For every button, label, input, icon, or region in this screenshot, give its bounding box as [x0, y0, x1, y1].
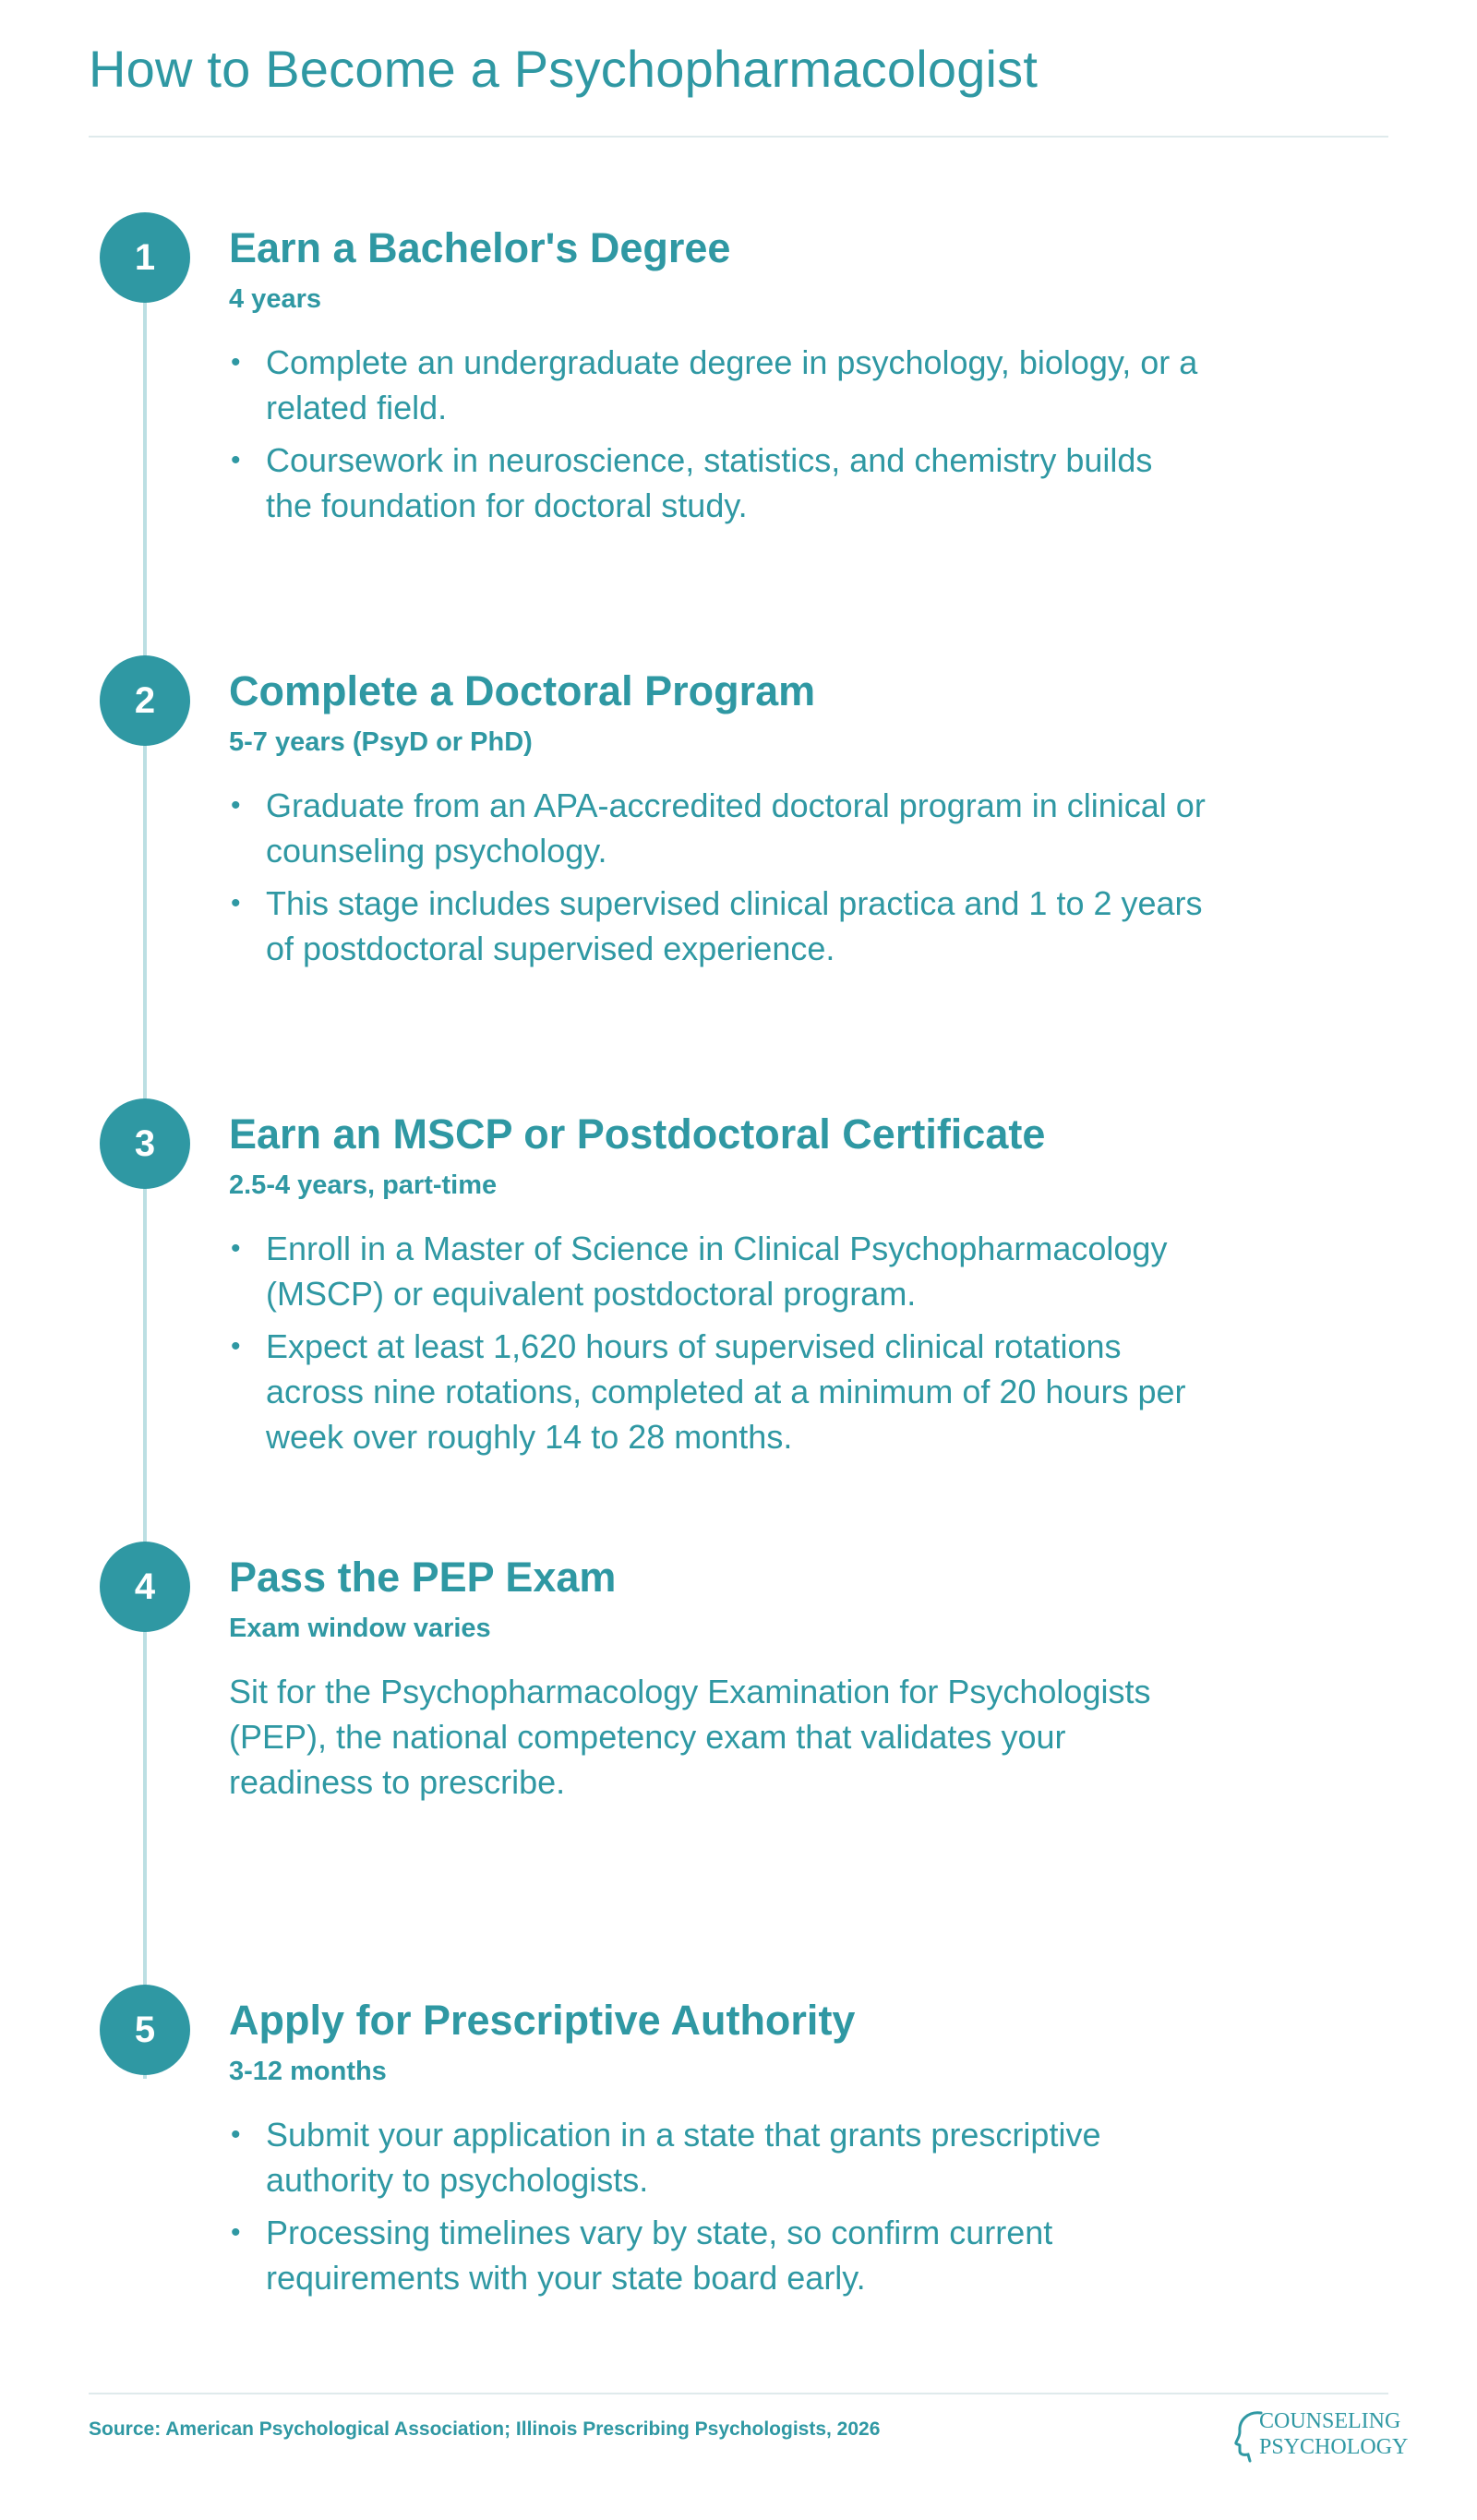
- step-number-badge: 3: [100, 1098, 190, 1189]
- bullet-dot: •: [231, 2217, 241, 2248]
- step-title: Earn a Bachelor's Degree: [229, 224, 731, 271]
- step-duration: 3-12 months: [229, 2057, 387, 2086]
- step-bullet: [229, 1226, 1207, 1316]
- step-duration: 4 years: [229, 284, 321, 314]
- step-duration: Exam window varies: [229, 1614, 491, 1643]
- bullet-text: Complete an undergraduate degree in psychology, biology, or a related field.: [266, 343, 1198, 426]
- bullet-dot: •: [231, 1233, 241, 1264]
- step-number-badge: 1: [100, 212, 190, 303]
- step-content: [229, 665, 1206, 978]
- step-number-badge: 4: [100, 1542, 190, 1632]
- bullet-text: Coursework in neuroscience, statistics, and chemistry builds the foundation for doctoral study.: [266, 441, 1153, 524]
- step-number-badge: 2: [100, 655, 190, 746]
- step-bullet-list: [229, 340, 1198, 528]
- step-bullet: [229, 438, 1207, 528]
- bullet-text: Submit your application in a state that grants prescriptive authority to psychologists.: [266, 2116, 1101, 2199]
- step-duration: 5-7 years (PsyD or PhD): [229, 727, 533, 757]
- step-bullet-list: [229, 783, 1206, 971]
- step-title: Pass the PEP Exam: [229, 1554, 617, 1601]
- bullet-text: Processing timelines vary by state, so confirm current requirements with your state board early.: [266, 2214, 1053, 2297]
- page-title: How to Become a Psychopharmacologist: [89, 40, 1039, 98]
- step-content: [229, 1994, 1171, 2308]
- step-bullet: [229, 783, 1207, 873]
- bullet-text: This stage includes supervised clinical practica and 1 to 2 years of postdoctoral supervised experience.: [266, 884, 1203, 967]
- source-note: Source: American Psychological Association; Illinois Prescribing Psychologists, 2026: [89, 2418, 881, 2440]
- bullet-dot: •: [231, 2119, 241, 2150]
- logo-text-line1: COUNSELING: [1259, 2409, 1401, 2433]
- title-divider: [89, 136, 1388, 138]
- step-title: Complete a Doctoral Program: [229, 667, 816, 714]
- step-bullet: [229, 1324, 1207, 1459]
- bullet-dot: •: [231, 1331, 241, 1362]
- bullet-text: Enroll in a Master of Science in Clinical Psychopharmacology (MSCP) or equivalent postdoctoral program.: [266, 1230, 1168, 1313]
- step-bullet-list: [229, 2112, 1171, 2300]
- step-bullet: [229, 881, 1207, 971]
- bullet-dot: •: [231, 347, 241, 378]
- bullet-dot: •: [231, 888, 241, 918]
- brand-logo: [1233, 2407, 1409, 2465]
- bullet-text: Expect at least 1,620 hours of supervised clinical rotations across nine rotations, completed at a minimum of 20 hours per week over roughly 14 to 28 months.: [266, 1327, 1186, 1456]
- step-bullet: [229, 2210, 1207, 2300]
- step-title: Apply for Prescriptive Authority: [229, 1997, 856, 2044]
- step-content: [229, 1551, 1171, 1805]
- step-bullet-list: [229, 1226, 1186, 1459]
- step-bullet: [229, 2112, 1207, 2202]
- logo-text-line2: PSYCHOLOGY: [1259, 2435, 1409, 2459]
- bullet-text: Graduate from an APA-accredited doctoral program in clinical or counseling psychology.: [266, 786, 1206, 870]
- step-content: [229, 1108, 1186, 1467]
- step-duration: 2.5-4 years, part-time: [229, 1170, 498, 1200]
- step-number-badge: 5: [100, 1985, 190, 2075]
- step-title: Earn an MSCP or Postdoctoral Certificate: [229, 1110, 1046, 1158]
- step-description: Sit for the Psychopharmacology Examination for Psychologists (PEP), the national competency exam that validates your readiness to prescribe.: [229, 1673, 1151, 1801]
- bullet-dot: •: [231, 445, 241, 475]
- bullet-dot: •: [231, 790, 241, 821]
- footer-divider: [89, 2393, 1388, 2394]
- step-content: [229, 222, 1198, 535]
- step-bullet: [229, 340, 1207, 430]
